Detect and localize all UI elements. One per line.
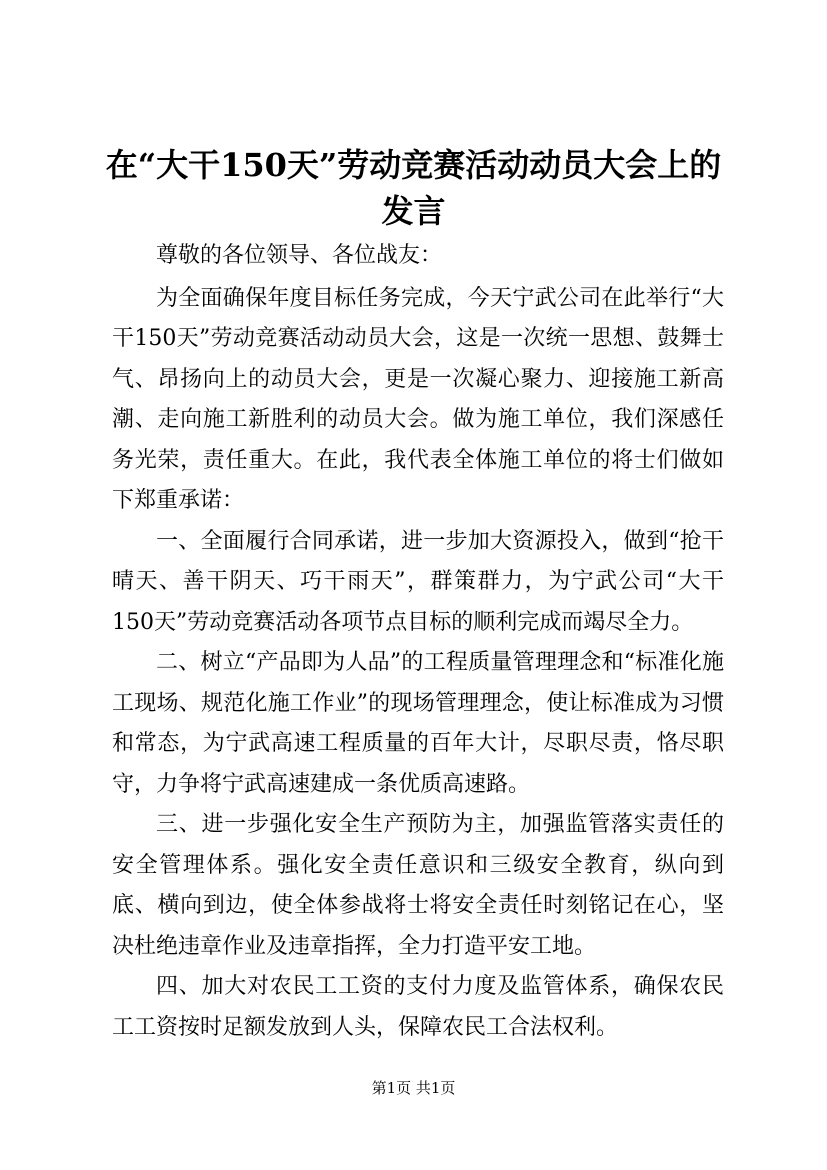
greeting: 尊敬的各位领导、各位战友： — [156, 243, 443, 268]
paragraph-pledge-3: 三、进一步强化安全生产预防为主，加强监管落实责任的安全管理体系。强化安全责任意识和三级安全教育，纵向到底、横向到边，使全体参战将士将安全责任时刻铭记在心，坚决杜绝违章作业及违章指挥，全力打造平安工地。 — [112, 812, 724, 959]
paragraph-pledge-1: 一、全面履行合同承诺，进一步加大资源投入，做到“抢干晴天、善干阴天、巧干雨天”，群策群力，为宁武公司“大干150天”劳动竞赛活动各项节点目标的顺利完成而竭尽全力。 — [112, 528, 724, 635]
paragraph-intro: 为全面确保年度目标任务完成，今天宁武公司在此举行“大干150天”劳动竞赛活动动员大会，这是一次统一思想、鼓舞士气、昂扬向上的动员大会，更是一次凝心聚力、迎接施工新高潮、走向施工新胜利的动员大会。做为施工单位，我们深感任务光荣，责任重大。在此，我代表全体施工单位的将士们做如下郑重承诺： — [112, 285, 724, 513]
paragraph-pledge-4: 四、加大对农民工工资的支付力度及监管体系，确保农民工工资按时足额发放到人头，保障农民工合法权利。 — [112, 974, 724, 1040]
page-footer: 第1页 共1页 — [371, 1079, 456, 1097]
document-title: 在“大干150天”劳动竞赛活动动员大会上的发言 — [105, 146, 722, 230]
paragraph-pledge-2: 二、树立“产品即为人品”的工程质量管理理念和“标准化施工现场、规范化施工作业”的现场管理理念，使让标准成为习惯和常态，为宁武高速工程质量的百年大计，尽职尽责，恪尽职守，力争将宁武高速建成一条优质高速路。 — [112, 650, 724, 797]
document-body — [112, 236, 724, 1048]
